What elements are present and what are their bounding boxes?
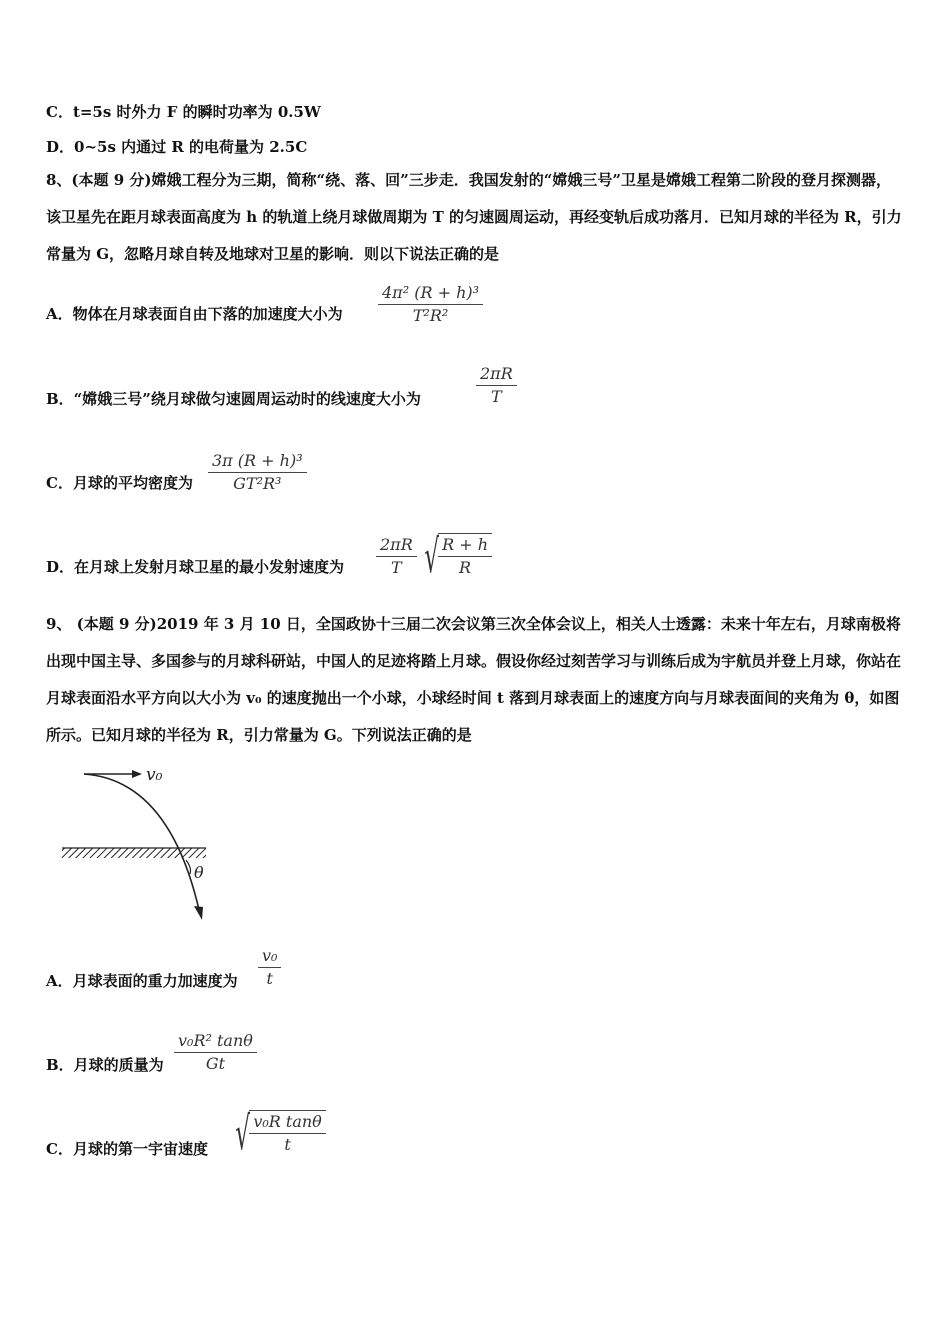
q8-formula-d: $\frac{2\pi R}{T}$ √ $\frac{R + h}{R}$ <box>376 533 492 579</box>
q9-option-a: A．月球表面的重力加速度为 <box>46 972 238 990</box>
q8-formula-b: $\frac{2\pi R}{T}$ <box>476 363 517 408</box>
v0-label: v₀ <box>146 765 163 785</box>
q9-option-c: C．月球的第一宇宙速度 <box>46 1140 208 1158</box>
question-9-stem: 9、 (本题 9 分)2019 年 3 月 10 日，全国政协十三届二次会议第三次全体会议上，相关人士透露：未来十年左右，月球南极将出现中国主导、多国参与的月球科研站，中国人的足迹将踏上月球。假设你经过刻苦学习与训练后成为宇航员并登上月球，你站在月球表面沿水平方向以大小为 v₀ 的速度抛出一个小球，小球经时间 t 落到月球表面上的速度方向与月球表面间的夹角为 θ，如图所示。已知月球的半径为 R，引力常量为 G。下列说法正确的是 <box>46 615 902 744</box>
projectile-figure <box>60 760 230 930</box>
theta-label: θ <box>194 863 204 882</box>
q9-formula-b: $\frac{\text{v₀R² tanθ}}{Gt}$ <box>174 1030 257 1075</box>
q8-option-a: A．物体在月球表面自由下落的加速度大小为 <box>46 305 343 323</box>
q8-option-c: C．月球的平均密度为 <box>46 474 193 492</box>
q9-formula-a: $\frac{\text{v₀}}{t}$ <box>258 945 281 990</box>
q8-option-d: D．在月球上发射月球卫星的最小发射速度为 <box>46 558 345 576</box>
q8-option-b: B．“嫦娥三号”绕月球做匀速圆周运动时的线速度大小为 <box>46 390 421 408</box>
option-d-prev: D．0~5s 内通过 R 的电荷量为 2.5C <box>46 138 308 156</box>
q9-formula-c: √ $\frac{\text{v₀R tanθ}}{t}$ <box>228 1110 326 1156</box>
question-8-stem: 8、(本题 9 分)嫦娥工程分为三期，简称“绕、落、回”三步走．我国发射的“嫦娥三号”卫星是嫦娥工程第二阶段的登月探测器，该卫星先在距月球表面高度为 h 的轨道上绕月球做周期为 T 的匀速圆周运动，再经变轨后成功落月．已知月球的半径为 R，引力常量为 G，忽略月球自转及地球对卫星的影响．则以下说法正确的是 <box>46 171 902 263</box>
option-c-prev: C．t=5s 时外力 F 的瞬时功率为 0.5W <box>46 103 321 121</box>
q8-formula-c: $\frac{\text{3π (R + h)³}}{\text{GT²R³}}$ <box>208 450 307 495</box>
q8-formula-a: $\frac{\text{4π² (R + h)³}}{\text{T²R²}}$ <box>378 282 483 327</box>
q9-option-b: B．月球的质量为 <box>46 1056 164 1074</box>
